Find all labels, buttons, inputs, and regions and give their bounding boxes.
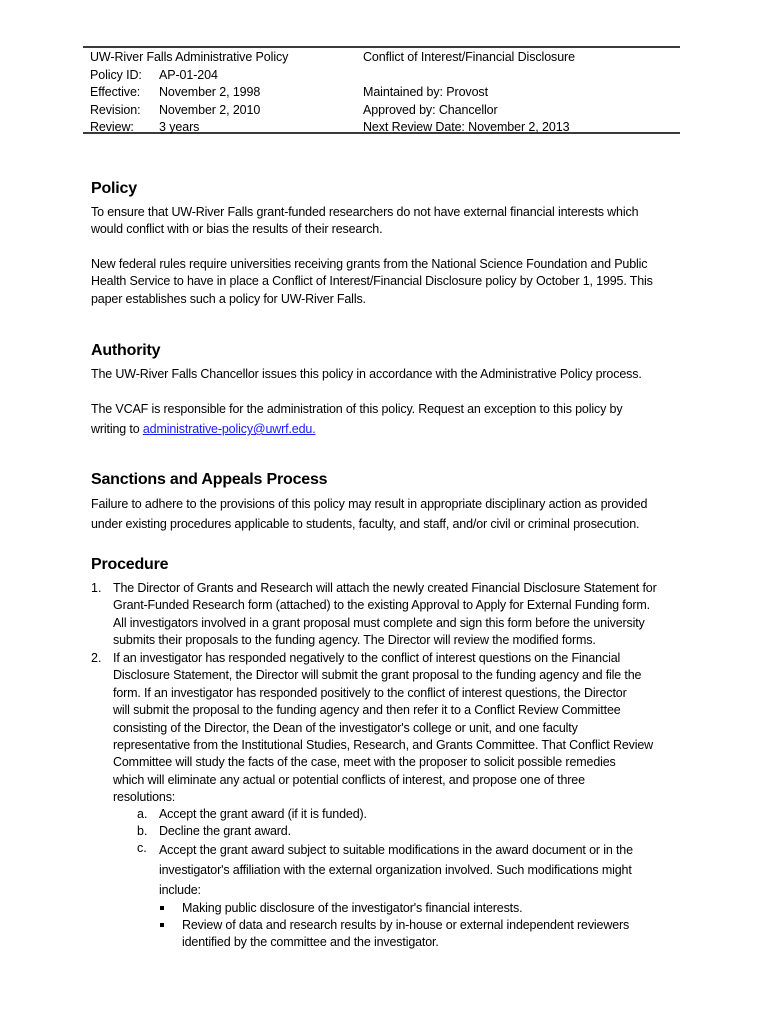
text-line: form. If an investigator has responded positively to the conflict of interest questions, the Director xyxy=(113,685,627,700)
header-maintained-by: Maintained by: Provost xyxy=(363,85,488,99)
header-policy-title: Conflict of Interest/Financial Disclosure xyxy=(363,50,575,64)
square-bullet-icon xyxy=(160,923,164,927)
text-line: Review of data and research results by in-house or external independent reviewers xyxy=(182,918,630,932)
text-line xyxy=(91,419,691,439)
square-bullet-icon xyxy=(160,906,164,910)
header-review xyxy=(90,119,199,137)
policy-id-label: Policy ID: xyxy=(90,67,142,82)
text-line: will submit the proposal to the funding agency and then refer it to a Conflict Review Committee xyxy=(113,703,621,718)
list-letter: b. xyxy=(137,824,148,838)
header-effective xyxy=(90,84,260,102)
text-line: under existing procedures applicable to students, faculty, and staff, and/or civil or criminal prosecution. xyxy=(91,517,640,531)
text-line: representative from the Institutional Studies, Research, and Grants Committee. That Conflict Review xyxy=(113,738,654,753)
procedure-item-2 xyxy=(113,650,653,807)
procedure-item-1 xyxy=(113,580,657,650)
text-line: The VCAF is responsible for the administration of this policy. Request an exception to this policy by xyxy=(91,402,623,416)
text-line: would conflict with or bias the results of their research. xyxy=(91,222,383,237)
effective-value: November 2, 1998 xyxy=(159,85,261,99)
text-line: Making public disclosure of the investigator's financial interests. xyxy=(182,901,523,915)
text-line: Accept the grant award subject to suitable modifications in the award document or in the xyxy=(159,843,633,857)
list-letter: c. xyxy=(137,841,147,855)
text-line: include: xyxy=(159,883,201,897)
modification-bullet-2 xyxy=(182,917,629,952)
text-line: investigator's affiliation with the external organization involved. Such modifications might xyxy=(159,863,632,877)
revision-label: Revision: xyxy=(90,102,141,117)
review-label: Review: xyxy=(90,120,134,134)
text-line: paper establishes such a policy for UW-River Falls. xyxy=(91,291,366,306)
policy-paragraph-1 xyxy=(91,204,691,239)
policy-id-value: AP-01-204 xyxy=(159,67,218,82)
section-heading-sanctions: Sanctions and Appeals Process xyxy=(91,471,328,488)
text-line: Decline the grant award. xyxy=(159,824,291,838)
list-letter: a. xyxy=(137,807,148,821)
list-number: 1. xyxy=(91,581,102,595)
text-line: Accept the grant award (if it is funded). xyxy=(159,807,367,821)
text-line: identified by the committee and the investigator. xyxy=(182,935,439,950)
text-fragment: writing to xyxy=(91,422,143,436)
authority-paragraph-1 xyxy=(91,366,691,383)
sanctions-paragraph xyxy=(91,494,691,534)
review-value: 3 years xyxy=(159,120,200,134)
text-line: Health Service to have in place a Conflict of Interest/Financial Disclosure policy by October 1, 1995. This xyxy=(91,274,653,289)
text-line: submits their proposals to the funding agency. The Director will review the modified forms. xyxy=(113,633,596,648)
text-line: consisting of the Director, the Dean of the investigator's college or unit, and one faculty xyxy=(113,720,578,735)
policy-header xyxy=(83,46,680,134)
text-line: Committee will study the facts of the case, meet with the proposer to solicit possible remedies xyxy=(113,755,616,770)
modification-bullet-1 xyxy=(182,900,522,917)
email-link[interactable]: administrative-policy@uwrf.edu. xyxy=(142,422,316,436)
resolution-a xyxy=(159,806,367,823)
text-line: All investigators involved in a grant proposal must complete and sign this form before the university xyxy=(113,615,645,630)
section-heading-policy: Policy xyxy=(91,180,137,197)
policy-paragraph-2 xyxy=(91,256,691,308)
text-line: The Director of Grants and Research will attach the newly created Financial Disclosure Statement for xyxy=(113,581,657,595)
resolution-b xyxy=(159,823,291,840)
header-revision xyxy=(90,102,260,120)
text-line: The UW-River Falls Chancellor issues this policy in accordance with the Administrative Policy process. xyxy=(91,367,642,381)
text-line: Grant-Funded Research form (attached) to the existing Approval to Apply for External Funding form. xyxy=(113,598,650,613)
authority-paragraph-2 xyxy=(91,399,691,439)
text-line: New federal rules require universities receiving grants from the National Science Foundation and Public xyxy=(91,257,648,271)
revision-value: November 2, 2010 xyxy=(159,102,261,117)
text-line: To ensure that UW-River Falls grant-funded researchers do not have external financial interests which xyxy=(91,205,639,219)
header-org-title: UW-River Falls Administrative Policy xyxy=(90,50,289,64)
text-line: If an investigator has responded negatively to the conflict of interest questions on the Financial xyxy=(113,651,621,665)
text-line: Failure to adhere to the provisions of this policy may result in appropriate disciplinary action as provided xyxy=(91,497,648,511)
effective-label: Effective: xyxy=(90,85,141,99)
header-policy-id xyxy=(90,67,218,85)
section-heading-procedure: Procedure xyxy=(91,556,169,573)
text-line: which will eliminate any actual or potential conflicts of interest, and propose one of three xyxy=(113,772,585,787)
text-line: Disclosure Statement, the Director will submit the grant proposal to the funding agency and file the xyxy=(113,668,642,683)
header-next-review: Next Review Date: November 2, 2013 xyxy=(363,120,570,134)
header-approved-by: Approved by: Chancellor xyxy=(363,102,498,117)
resolution-c xyxy=(159,840,633,900)
section-heading-authority: Authority xyxy=(91,342,161,359)
text-line: resolutions: xyxy=(113,790,176,805)
list-number: 2. xyxy=(91,651,102,665)
